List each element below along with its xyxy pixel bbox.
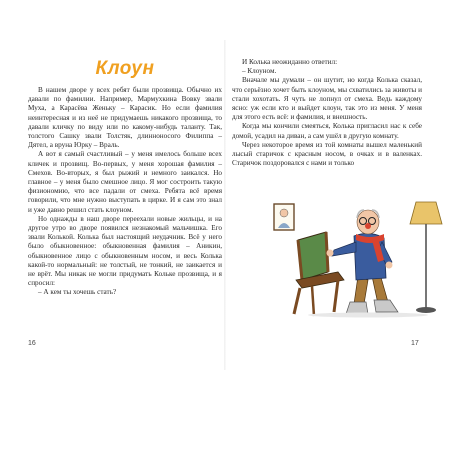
left-paragraph-2: А вот я самый счастливый – у меня имелось больше всех кличек и прозвищ. Во-первых, у меня хорошая фамилия – Смехов. Во-вторых, я был рыжий и немного заикался. Но главное – у меня было смешное лицо. Я мог состроить такую физиономию, что все падали от смеха. Ребята всё время говорили, что мне нужно выступать в цирке. И я сам это знал и уже давно решил стать клоуном. — [28, 150, 222, 214]
left-page — [28, 58, 222, 358]
page-number-right: 17 — [411, 340, 419, 347]
right-paragraph-1: И Колька неожиданно ответил: — [242, 58, 338, 66]
wall-picture-icon — [274, 204, 294, 230]
chair-icon — [294, 232, 344, 316]
right-paragraph-5: Через некоторое время из той комнаты вышел маленький лысый старичок с красным носом, в очках и в валенках. Старичок поздоровался с нами и только — [232, 140, 422, 168]
book-gutter — [224, 40, 226, 370]
left-paragraph-3: Но однажды в наш дворе переехали новые жильцы, и на другое утро во дворе появился незнакомый мальчишка. Его звали Колькой. Колька был настоящий неудачник. Всё у него было обыкновенное: обыкновенная фамилия – Аникин, обыкновенное лицо с обыкновенным носом, и весь Колька какой-то нормальный: не толстый, не тонкий, не заикается и не врёт. Мы никак не могли придумать Кольке прозвища, и я спросил: — [28, 214, 222, 288]
page-number-left: 16 — [28, 340, 36, 347]
floor-shadow — [308, 313, 428, 318]
left-paragraph-1: В нашем дворе у всех ребят были прозвища. Обычно их давали по фамилии. Например, Мармухкина Вовку звали Муха, а Карасёва Женьку – Карасик. Но если фамилия неинтересная и из неё не придумаешь никакого прозвища, то давали кличку по виду или по какому-нибудь таланту. Так, толстого Сашку звали Толстяк, длинноносого Филиппа – Дятел, а вруна Юрку – Враль. — [28, 86, 222, 150]
right-paragraph-2: – Клоуном. — [242, 67, 277, 76]
left-paragraph-4: – А кем ты хочешь стать? — [38, 288, 117, 297]
right-paragraph-3: Вначале мы думали – он шутит, но когда Колька сказал, что серьёзно хочет быть клоуном, мы схватились за животы и стали хохотать. Я чуть не лопнул от смеха. Ведь каждому ясно: уж если кто и выйдет клоун, так это из меня. У меня для этого есть всё: и фамилия, и внешность. — [232, 76, 422, 122]
old-man-figure-icon — [327, 210, 399, 314]
right-paragraph-4: Когда мы кончили смеяться, Колька пригласил нас к себе домой, усадил на диван, а сам ушёл в другую комнату. — [232, 122, 422, 140]
clown-illustration — [268, 196, 444, 318]
floor-lamp-icon — [410, 202, 442, 313]
chapter-title: Клоун — [95, 58, 155, 79]
